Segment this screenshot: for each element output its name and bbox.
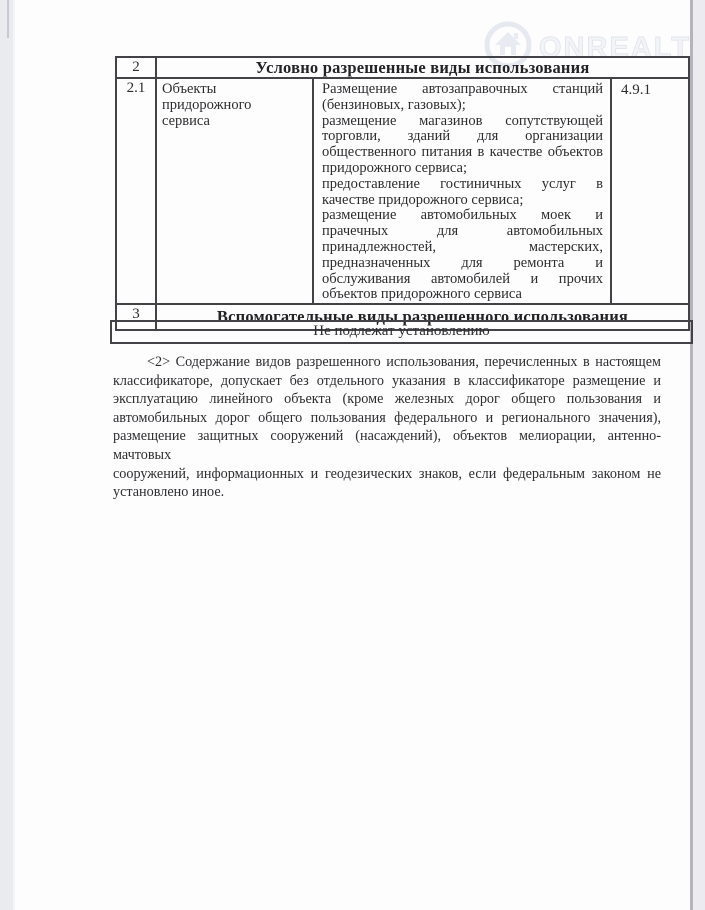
description-line: обслуживания автомобилей и прочих [322, 270, 603, 287]
footnote-line: классификаторе, допускает без отдельного указания в классификаторе размещение и [113, 372, 661, 389]
use-name-line: Объекты придорожного [162, 81, 252, 113]
description-line: (бензиновых, газовых); [322, 96, 466, 113]
use-name-line: сервиса [162, 112, 210, 129]
row-number-cell: 2 [117, 58, 157, 77]
footnote-paragraph [113, 353, 661, 502]
footnote-line: <2> Содержание видов разрешенного использования, перечисленных в настоящем [147, 354, 661, 370]
description-line: торговли, зданий для организации [322, 128, 603, 145]
description-line: общественного питания в качестве объектов [322, 144, 603, 161]
scan-edge-right-band [693, 0, 705, 910]
table-footer-not-established: Не подлежат установлению [110, 320, 693, 344]
description-line: размещение автомобильных моек и [322, 207, 603, 224]
description-line: придорожного сервиса; [322, 159, 468, 176]
footnote-line: эксплуатацию линейного объекта (кроме железных дорог общего пользования и [113, 391, 661, 408]
description-line: качестве придорожного сервиса; [322, 191, 524, 208]
use-description-cell [314, 79, 612, 303]
scan-artifact-line [7, 0, 9, 38]
description-line: объектов придорожного сервиса [322, 286, 522, 303]
footnote-line: сооружений, информационных и геодезических знаков, если федеральным законом не [113, 465, 661, 482]
description-line: прачечных для автомобильных [322, 223, 603, 240]
row-number-cell: 3 [117, 305, 157, 329]
table-row-conditional-header [117, 58, 688, 79]
footnote-line: установлено иное. [113, 484, 225, 501]
scan-edge-left-band [0, 0, 15, 910]
description-line: принадлежностей, мастерских, [322, 238, 603, 255]
description-line: размещение магазинов сопутствующей [322, 112, 603, 129]
description-line: Размещение автозаправочных станций [322, 81, 603, 97]
section-title-auxiliary-uses: Вспомогательные виды разрешенного использования [216, 307, 629, 327]
footnote-line: размещение защитных сооружений (насаждений), объектов мелиорации, антенно-мачтовых [113, 428, 661, 463]
table-row-roadside-service [117, 79, 688, 305]
row-number-cell: 2.1 [117, 79, 157, 303]
section-title-conditional-uses: Условно разрешенные виды использования [255, 58, 590, 77]
footnote-line: автомобильных дорог общего пользования федерального и регионального значения), [113, 409, 661, 426]
use-name-cell [157, 79, 314, 303]
watermark-brand-text: ONREALT [539, 31, 692, 64]
zoning-table [115, 56, 690, 331]
description-line: предоставление гостиничных услуг в [322, 175, 603, 192]
classifier-code-cell: 4.9.1 [621, 82, 651, 98]
description-line: предназначенных для ремонта и [322, 254, 603, 271]
